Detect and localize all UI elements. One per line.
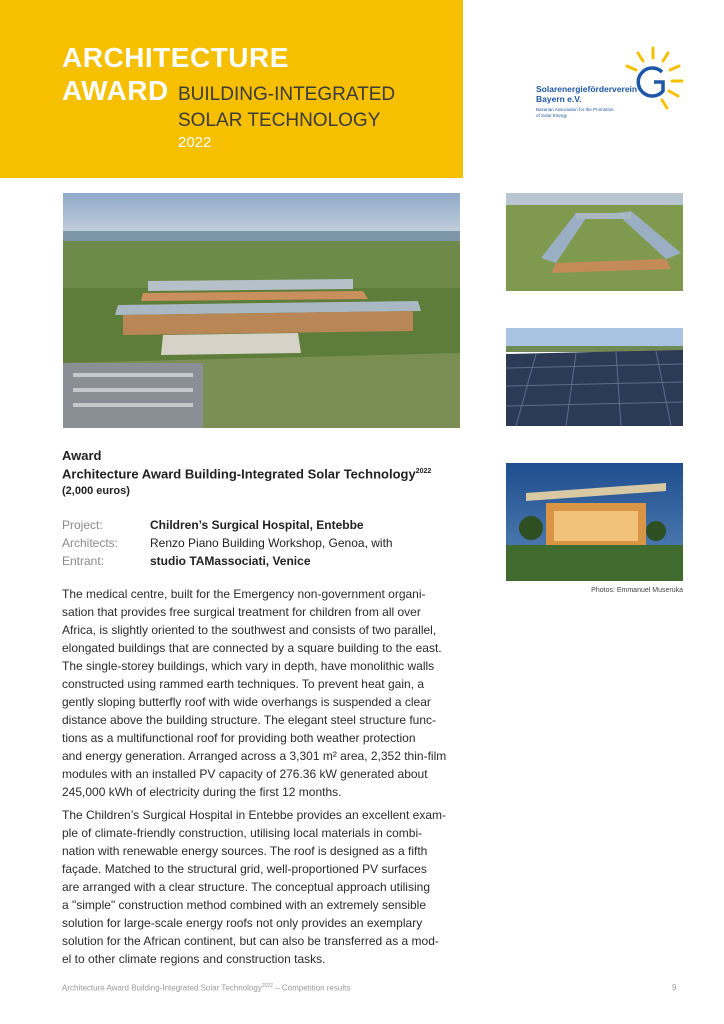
- paragraph-line: Africa, is slightly oriented to the southwest and consists of two parallel,: [62, 623, 437, 637]
- sun-logo-icon: [618, 44, 688, 116]
- association-logo: [536, 44, 686, 124]
- paragraph-line: solution for the African continent, but can also be transferred as a mod-: [62, 934, 439, 948]
- project-row: [62, 516, 462, 534]
- paragraph-line: elongated buildings that are connected by a square building to the east.: [62, 641, 442, 655]
- award-title-sup: 2022: [415, 468, 432, 475]
- paragraph-line: distance above the building structure. The elegant steel structure func-: [62, 713, 436, 727]
- paragraph-line: are arranged with a clear structure. The conceptual approach utilising: [62, 880, 430, 894]
- paragraph-line: el to other climate regions and construction tasks.: [62, 952, 326, 966]
- project-value: Children’s Surgical Hospital, Entebbe: [150, 518, 364, 532]
- paragraph-line: a "simple" construction method combined with an extremely sensible: [62, 898, 427, 912]
- entrant-label: Entrant:: [62, 554, 105, 568]
- banner-year: 2022: [178, 134, 212, 151]
- photo-credit: Photos: Emmanuel Museruka: [591, 587, 683, 594]
- paragraph-line: 245,000 kWh of electricity during the first 12 months.: [62, 785, 342, 799]
- paragraph-line: constructed using rammed earth techniques. To prevent heat gain, a: [62, 677, 424, 691]
- paragraph-line: modules with an installed PV capacity of 276.36 kW generated about: [62, 767, 428, 781]
- footer-title: [62, 983, 350, 993]
- architects-label: Architects:: [62, 536, 119, 550]
- roof-aerial-photo: [506, 193, 683, 291]
- entrant-value: studio TAMassociati, Venice: [150, 554, 311, 568]
- hospital-dusk-photo: [506, 463, 683, 581]
- paragraph-line: The single-storey buildings, which vary in depth, have monolithic walls: [62, 659, 435, 673]
- paragraph-line: solution for large-scale energy roofs not only provides an exemplary: [62, 916, 423, 930]
- award-title: [62, 464, 472, 482]
- header-banner: [0, 0, 463, 178]
- award-title-text: Architecture Award Building-Integrated Solar Technology: [62, 466, 416, 482]
- footer-title-sup: 2022: [261, 983, 273, 989]
- architects-value: Renzo Piano Building Workshop, Genoa, with: [150, 536, 393, 550]
- banner-title-line1: ARCHITECTURE: [62, 42, 289, 73]
- project-label: Project:: [62, 518, 103, 532]
- paragraph-line: façade. Matched to the structural grid, well-proportioned PV surfaces: [62, 862, 427, 876]
- hospital-aerial-photo: [63, 193, 460, 428]
- paragraph-line: nation with renewable energy sources. The roof is designed as a fifth: [62, 844, 428, 858]
- architects-row: [62, 534, 462, 552]
- entrant-row: [62, 552, 462, 570]
- award-label: Award: [62, 448, 102, 463]
- description-paragraph-1: [62, 585, 458, 801]
- footer-title-text: Architecture Award Building-Integrated Solar Technology: [62, 983, 262, 993]
- solar-panels-photo: [506, 328, 683, 426]
- paragraph-line: The Children’s Surgical Hospital in Entebbe provides an excellent exam-: [62, 808, 446, 822]
- description-paragraph-2: [62, 806, 458, 968]
- banner-subtitle-line2: SOLAR TECHNOLOGY: [178, 110, 381, 131]
- logo-name-line2: Bayern e.V.: [536, 94, 582, 104]
- paragraph-line: tions as a multifunctional roof for providing both weather protection: [62, 731, 416, 745]
- award-heading-block: [62, 448, 472, 499]
- award-prize: (2,000 euros): [62, 485, 130, 498]
- logo-name-line1: Solarenergieförderverein: [536, 84, 638, 94]
- paragraph-line: sation that provides free surgical treatment for children from all over: [62, 605, 421, 619]
- paragraph-line: ple of climate-friendly construction, utilising local materials in combi-: [62, 826, 423, 840]
- footer-title-suffix: – Competition results: [272, 983, 351, 993]
- paragraph-line: gently sloping butterfly roof with wide overhangs is suspended a clear: [62, 695, 431, 709]
- paragraph-line: and energy generation. Arranged across a 3,301 m² area, 2,352 thin-film: [62, 749, 447, 763]
- project-info: [62, 516, 462, 570]
- page-number: 9: [672, 983, 677, 992]
- banner-subtitle-line1: BUILDING-INTEGRATED: [178, 84, 396, 105]
- paragraph-line: The medical centre, built for the Emergency non-government organi-: [62, 587, 426, 601]
- logo-tagline: Bavarian Association for the Promotion of Solar Energy: [536, 107, 614, 118]
- banner-title-line2: AWARD: [62, 75, 169, 106]
